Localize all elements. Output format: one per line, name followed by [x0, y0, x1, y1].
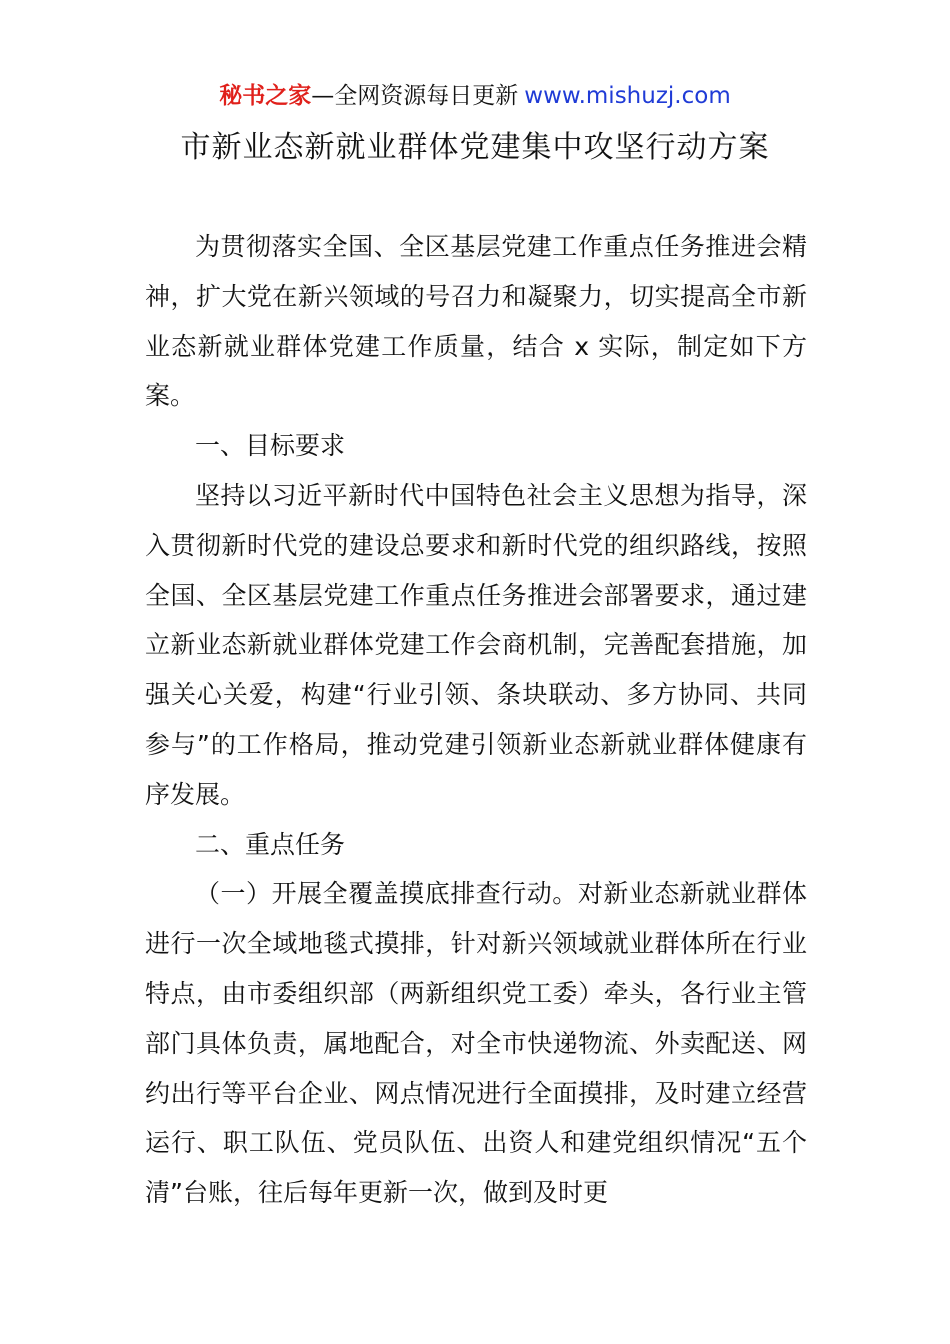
section-heading-goals: 一、目标要求 — [195, 431, 346, 461]
goals-paragraph: 坚持以习近平新时代中国特色社会主义思想为指导，深入贯彻新时代党的建设总要求和新时代党的组织路线，按照全国、全区基层党建工作重点任务推进会部署要求，通过建立新业态新就业群体党建工作会商机制，完善配套措施，加强关心关爱，构建“行业引领、条块联动、多方协同、共同参与”的工作格局，推动党建引领新业态新就业群体健康有序发展。 — [145, 480, 807, 809]
intro-paragraph: 为贯彻落实全国、全区基层党建工作重点任务推进会精神，扩大党在新兴领域的号召力和凝聚力，切实提高全市新业态新就业群体党建工作质量，结合 x 实际，制定如下方案。 — [145, 232, 807, 411]
task-one-paragraph: （一）开展全覆盖摸底排查行动。对新业态新就业群体进行一次全域地毯式摸排，针对新兴领域就业群体所在行业特点，由市委组织部（两新组织党工委）牵头，各行业主管部门具体负责，属地配合，对全市快递物流、外卖配送、网约出行等平台企业、网点情况进行全面摸排，及时建立经营运行、职工队伍、党员队伍、出资人和建党组织情况“五个清”台账，往后每年更新一次，做到及时更 — [145, 879, 807, 1208]
brand-name: 秘书之家 — [219, 83, 312, 109]
document-body — [145, 222, 807, 1218]
site-header — [0, 80, 950, 112]
document-title: 市新业态新就业群体党建集中攻坚行动方案 — [180, 130, 770, 165]
site-url[interactable]: www.mishuzj.com — [524, 83, 731, 109]
header-tagline: —全网资源每日更新 — [311, 83, 519, 109]
section-heading-tasks: 二、重点任务 — [195, 829, 346, 859]
